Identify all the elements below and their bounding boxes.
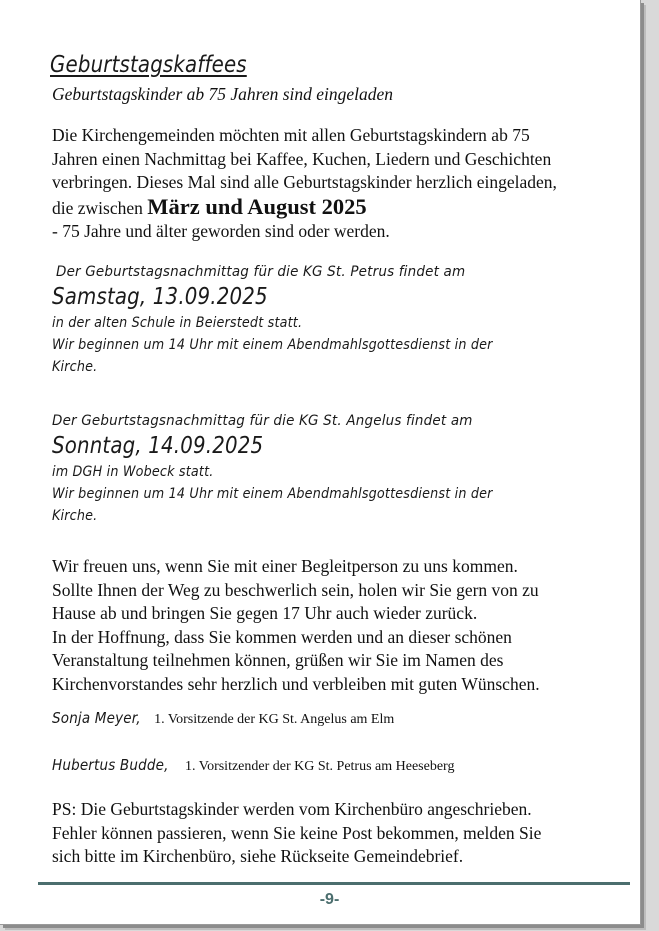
- event-st-petrus: [52, 262, 612, 378]
- event-detail: Wir beginnen um 14 Uhr mit einem Abendmahlsgottesdienst in der: [52, 337, 493, 353]
- ps-line: PS: Die Geburtstagskinder werden vom Kirchenbüro angeschrieben.: [52, 799, 532, 819]
- ps-line: sich bitte im Kirchenbüro, siehe Rückseite Gemeindebrief.: [52, 846, 464, 866]
- intro-line: Jahren einen Nachmittag bei Kaffee, Kuchen, Liedern und Geschichten: [52, 148, 552, 169]
- intro-dates-emphasis: März und August 2025: [147, 193, 367, 219]
- closing-line: Veranstaltung teilnehmen können, grüßen wir Sie im Namen des: [52, 650, 504, 670]
- closing-paragraph: [52, 555, 622, 696]
- event-place: in der alten Schule in Beierstedt statt.: [52, 315, 303, 331]
- signature-role: 1. Vorsitzende der KG St. Angelus am Elm: [150, 712, 395, 727]
- intro-line: Die Kirchengemeinden möchten mit allen Geburtstagskindern ab 75: [52, 125, 530, 145]
- closing-line: Sollte Ihnen der Weg zu beschwerlich sein, holen wir Sie gern von zu: [52, 579, 539, 600]
- event-date: Sonntag, 14.09.2025: [52, 433, 264, 459]
- intro-dates-prefix: die zwischen: [52, 197, 148, 218]
- intro-line: - 75 Jahre und älter geworden sind oder werden.: [52, 221, 390, 241]
- intro-line: verbringen. Dieses Mal sind alle Geburtstagskinder herzlich eingeladen,: [52, 172, 557, 192]
- postscript: [52, 798, 622, 869]
- event-st-angelus: [52, 411, 612, 527]
- page-number: -9-: [319, 891, 340, 908]
- signature-name: Hubertus Budde,: [52, 756, 169, 774]
- event-place: im DGH in Wobeck statt.: [52, 464, 214, 480]
- intro-line-dates: [52, 195, 612, 221]
- signature-sonja-meyer: [52, 709, 394, 728]
- closing-line: Wir freuen uns, wenn Sie mit einer Begleitperson zu uns kommen.: [52, 556, 518, 576]
- footer-rule: [38, 882, 630, 885]
- intro-paragraph: [52, 124, 612, 244]
- event-detail: Kirche.: [52, 359, 98, 375]
- closing-line: Kirchenvorstandes sehr herzlich und verbleiben mit guten Wünschen.: [52, 673, 540, 694]
- event-detail: Kirche.: [52, 508, 98, 524]
- event-date: Samstag, 13.09.2025: [52, 284, 268, 310]
- event-detail: Wir beginnen um 14 Uhr mit einem Abendmahlsgottesdienst in der: [52, 486, 493, 502]
- signature-hubertus-budde: [52, 756, 454, 775]
- closing-line: Hause ab und bringen Sie gegen 17 Uhr auch wieder zurück.: [52, 603, 478, 623]
- event-lead: Der Geburtstagsnachmittag für die KG St. Angelus findet am: [52, 413, 473, 429]
- subtitle: Geburtstagskinder ab 75 Jahren sind eingeladen: [52, 84, 394, 104]
- signature-role: 1. Vorsitzender der KG St. Petrus am Heeseberg: [181, 759, 455, 774]
- event-lead: Der Geburtstagsnachmittag für die KG St. Petrus findet am: [56, 264, 466, 280]
- signature-name: Sonja Meyer,: [52, 709, 141, 727]
- page-title: Geburtstagskaffees: [50, 52, 247, 78]
- closing-line: In der Hoffnung, dass Sie kommen werden und an dieser schönen: [52, 626, 512, 647]
- ps-line: Fehler können passieren, wenn Sie keine Post bekommen, melden Sie: [52, 822, 542, 843]
